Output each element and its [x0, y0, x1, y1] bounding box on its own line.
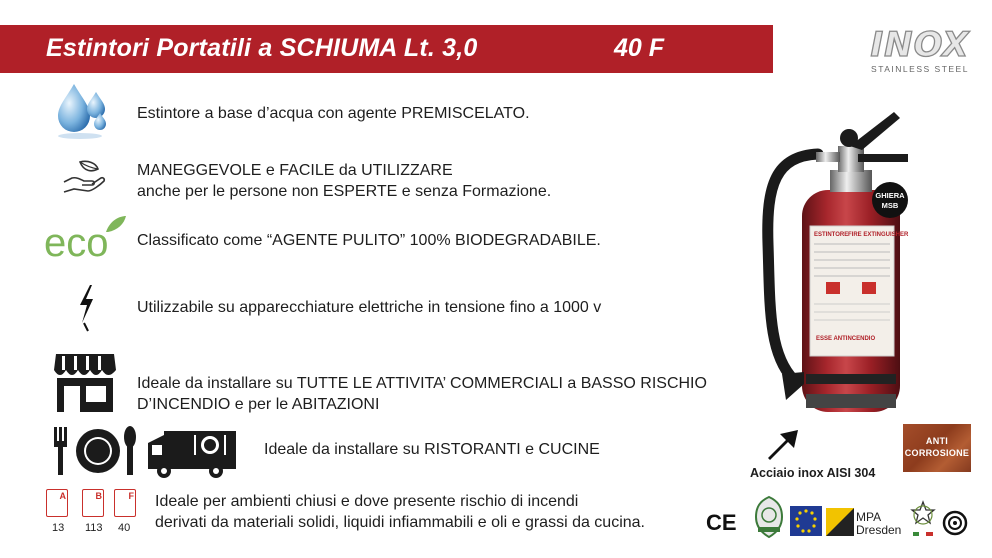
- label-left: ESTINTORE: [814, 232, 849, 238]
- feature-eco: Classificato come “AGENTE PULITO” 100% BIODEGRADABILE.: [137, 232, 601, 249]
- feature-restaurant: Ideale da installare su RISTORANTI e CUCINE: [264, 441, 600, 458]
- brand-tagline: STAINLESS STEEL: [871, 64, 969, 74]
- extinguisher-image: [746, 104, 932, 434]
- mpa-dresden-logo: MPA Dresden: [856, 510, 902, 537]
- material-label: Acciaio inox AISI 304: [750, 466, 876, 480]
- brand-name: INOX: [870, 25, 970, 65]
- arrow-up-right-icon: [764, 426, 802, 462]
- feature-electrical: Utilizzabile su apparecchiature elettriche in tensione fino a 1000 v: [137, 299, 602, 316]
- target-seal-icon: [942, 510, 968, 536]
- fire-class-f-icon: F: [114, 489, 136, 517]
- label-right: FIRE EXTINGUISHER: [848, 232, 909, 238]
- label-bottom: ESSE ANTINCENDIO: [816, 336, 876, 342]
- fire-class-b-icon: B: [82, 489, 104, 517]
- product-code: 40 F: [614, 34, 665, 62]
- ring-label-2: MSB: [881, 201, 899, 210]
- restaurant-icon: [50, 423, 242, 479]
- title-banner: [0, 25, 773, 73]
- italian-emblem-icon: [910, 500, 936, 538]
- feature-fire-classes: Ideale per ambienti chiusi e dove presente rischio di incendi derivati da materiali solidi, liquidi infiammabili e oli e grassi da cucina.: [155, 493, 645, 531]
- anti-corrosion-badge: ANTI CORROSIONE: [903, 424, 971, 472]
- water-drops-icon: [52, 82, 110, 140]
- fire-rating-f: 40: [118, 522, 131, 534]
- mpa-logo-icon: [826, 508, 854, 536]
- shop-icon: [52, 352, 118, 414]
- fire-rating-a: 13: [52, 522, 65, 534]
- fire-class-a-icon: A: [46, 489, 68, 517]
- eco-icon: [44, 214, 128, 262]
- inox-logo: [868, 26, 972, 76]
- fire-class-icon: [46, 489, 140, 537]
- lightning-icon: [74, 283, 100, 335]
- ce-mark: CE: [706, 510, 737, 535]
- svg-text:eco: eco: [44, 221, 109, 262]
- page-title: Estintori Portatili a SCHIUMA Lt. 3,0: [46, 34, 478, 62]
- ring-label-1: GHIERA: [875, 191, 905, 200]
- feature-easy-use: MANEGGEVOLE e FACILE da UTILIZZARE anche per le persone non ESPERTE e senza Formazione.: [137, 162, 552, 200]
- fire-rating-b: 113: [85, 522, 103, 534]
- eu-flag-icon: [790, 506, 822, 536]
- feature-commercial: Ideale da installare su TUTTE LE ATTIVITA’ COMMERCIALI a BASSO RISCHIO D’INCENDIO e per le ABITAZIONI: [137, 375, 707, 413]
- feature-water: Estintore a base d’acqua con agente PREMISCELATO.: [137, 105, 530, 122]
- hand-leaf-icon: [62, 158, 106, 196]
- bureau-veritas-icon: [752, 495, 786, 539]
